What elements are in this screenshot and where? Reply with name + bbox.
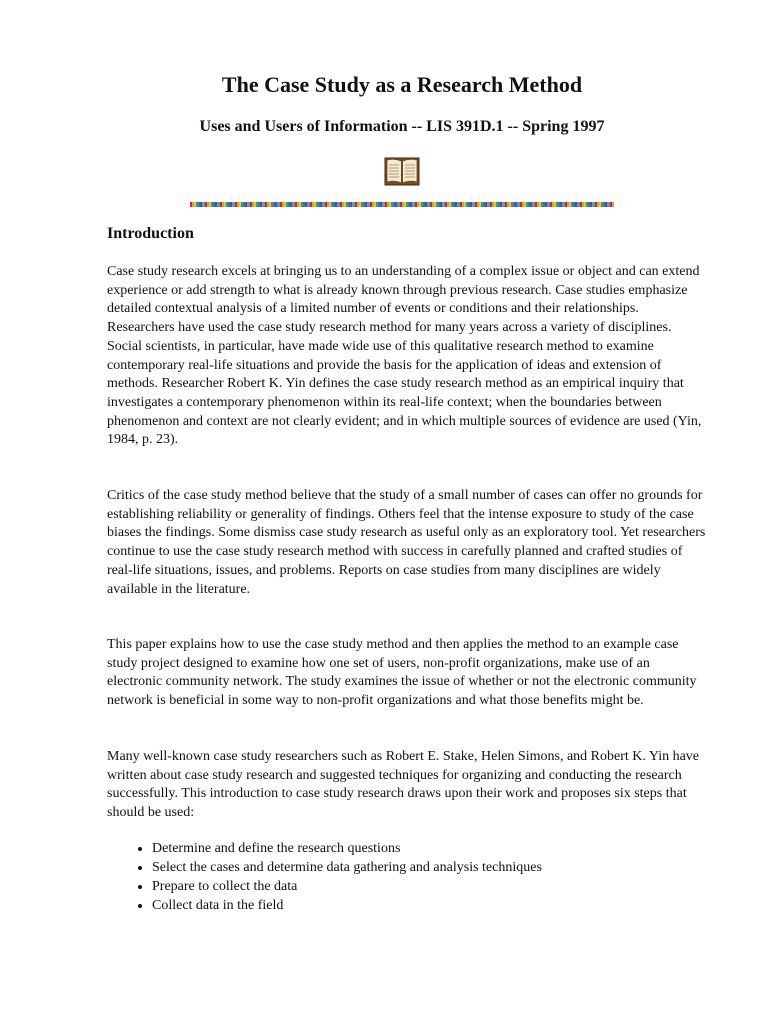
list-item: • Select the cases and determine data gathering and analysis techniques bbox=[152, 858, 712, 877]
open-book-icon bbox=[384, 155, 420, 187]
page-title: The Case Study as a Research Method bbox=[221, 72, 583, 97]
paragraph-2: Critics of the case study method believe that the study of a small number of cases can offer no grounds for establishing reliability or generality of findings. Others feel that the intense exposure to study of the case biases the findings. Some dismiss case study research as useful only as an exploratory tool. Yet researchers continue to use the case study research method with success in carefully planned and crafted studies of real-life situations, issues, and problems. Reports on case studies from many disciplines are widely available in the literature. bbox=[107, 488, 706, 597]
research-steps-list bbox=[130, 839, 712, 915]
rainbow-divider bbox=[190, 202, 614, 207]
paragraph-1: Case study research excels at bringing us to an understanding of a complex issue or object and can extend experience or add strength to what is already known through previous research. Case studies emphasize detailed contextual analysis of a limited number of events or conditions and their relationships. Researchers have used the case study research method for many years across a variety of disciplines. Social scientists, in particular, have made wide use of this qualitative research method to examine contemporary real-life situations and provide the basis for the application of ideas and extension of methods. Researcher Robert K. Yin defines the case study research method as an empirical inquiry that investigates a contemporary phenomenon within its real-life context; when the boundaries between phenomenon and context are not clearly evident; and in which multiple sources of evidence are used (Yin, 1984, p. 23). bbox=[107, 264, 702, 448]
section-heading-introduction: Introduction bbox=[107, 225, 194, 242]
list-item: • Collect data in the field bbox=[152, 896, 712, 915]
list-item: • Prepare to collect the data bbox=[152, 877, 712, 896]
paragraph-3: This paper explains how to use the case study method and then applies the method to an example case study project designed to examine how one set of users, non-profit organizations, make use of an electronic community network. The study examines the issue of whether or not the electronic community network is beneficial in some way to non-profit organizations and what those benefits might be. bbox=[107, 637, 697, 709]
list-item: • Determine and define the research questions bbox=[152, 839, 712, 858]
paragraph-4: Many well-known case study researchers such as Robert E. Stake, Helen Simons, and Robert K. Yin have written about case study research and suggested techniques for organizing and conducting the research successfully. This introduction to case study research draws upon their work and proposes six steps that should be used: bbox=[107, 749, 700, 821]
page-subtitle: Uses and Users of Information -- LIS 391D.1 -- Spring 1997 bbox=[199, 118, 605, 135]
